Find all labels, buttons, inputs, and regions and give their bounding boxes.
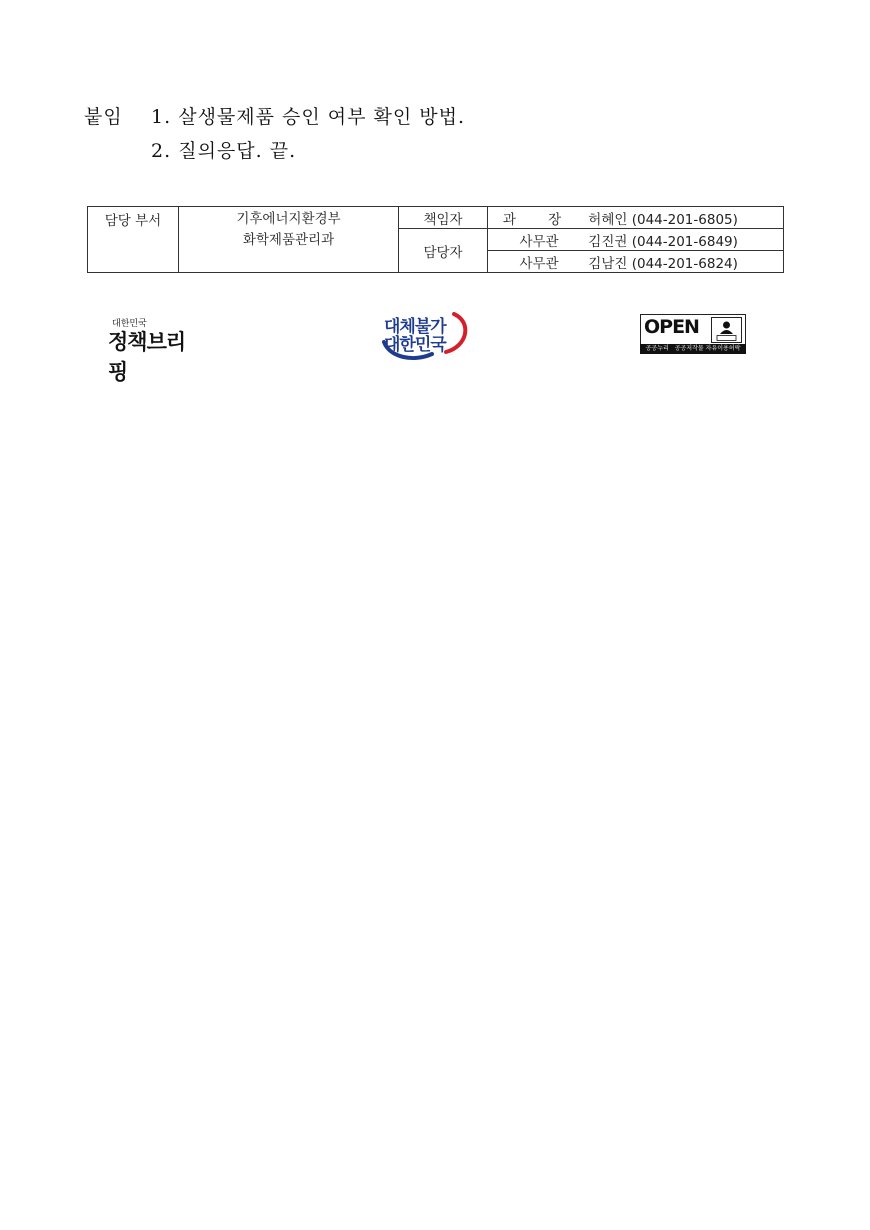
open-logo-text: OPEN: [644, 316, 699, 338]
open-bar-left-text: 공공누리: [645, 345, 669, 352]
dept-cell: [179, 207, 399, 273]
kogl-open-logo: [640, 314, 746, 354]
table-row: [88, 207, 784, 229]
open-logo-bar: [640, 344, 746, 354]
person-phone: (044-201-6849): [631, 233, 738, 250]
korea-logo-line2: 대한민국: [384, 335, 446, 355]
person-title: 사무관: [519, 233, 559, 250]
person-title: 사무관: [519, 255, 559, 272]
person-phone: (044-201-6824): [631, 255, 738, 272]
attachment-item: 1. 살생물제품 승인 여부 확인 방법.: [151, 106, 466, 128]
attribution-icon: [711, 317, 742, 343]
korea-logo-line1: 대체불가: [384, 317, 446, 337]
dept-line: 화학제품관리과: [242, 232, 335, 248]
person-name: 김진권: [588, 233, 628, 250]
staff-label-cell: 담당자: [399, 229, 488, 273]
responsible-label-cell: 책임자: [399, 207, 488, 229]
person-cell: [488, 229, 784, 251]
attachments-section: [84, 100, 465, 168]
attachment-item: 2. 질의응답. 끝.: [151, 140, 297, 162]
briefing-logo-text: 정책브리핑: [108, 330, 186, 384]
briefing-logo-small-text: 대한민국: [112, 319, 147, 329]
dept-line: 기후에너지환경부: [236, 211, 341, 227]
person-name: 김남진: [588, 255, 628, 272]
person-name: 허혜인: [588, 211, 628, 228]
korea-slogan-logo: [380, 308, 470, 362]
person-cell: [488, 207, 784, 229]
contact-table: [87, 206, 784, 273]
policy-briefing-logo: [108, 316, 200, 384]
attachment-row-2: [84, 134, 465, 168]
attachments-label: 붙임: [84, 106, 123, 128]
attachment-row-1: [84, 100, 465, 134]
person-phone: (044-201-6805): [631, 211, 738, 228]
dept-label-cell: 담당 부서: [88, 207, 179, 273]
open-bar-right-text: 공공저작물 자유이용허락: [674, 345, 741, 352]
person-cell: [488, 251, 784, 273]
person-title: 과 장: [502, 211, 576, 228]
